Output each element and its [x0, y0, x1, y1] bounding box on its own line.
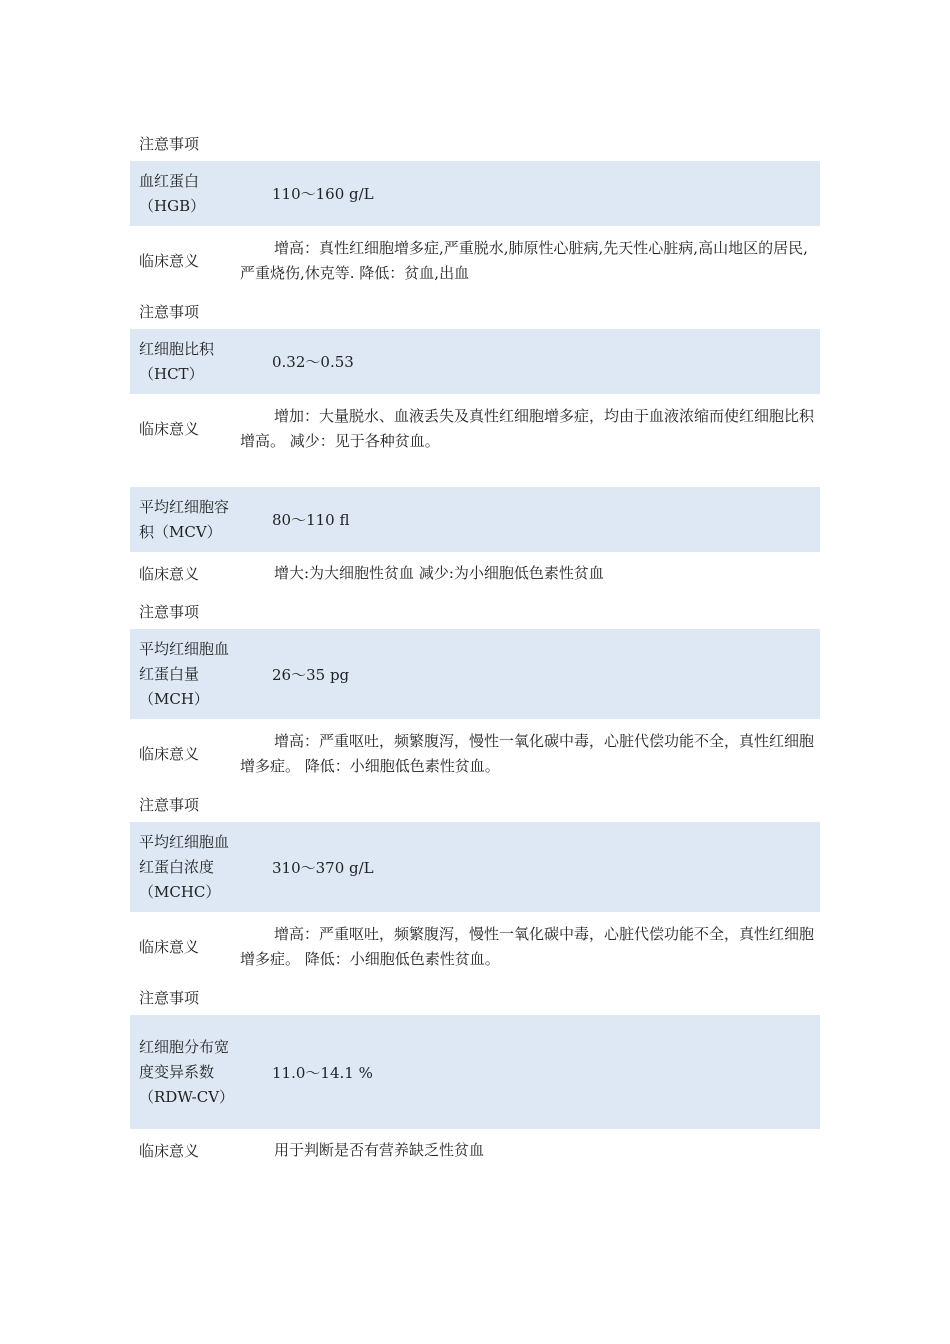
- reference-range: 11.0～14.1 %: [272, 1063, 373, 1082]
- clinical-text: 增高：严重呕吐，频繁腹泻，慢性一氧化碳中毒，心脏代偿功能不全，真性红细胞增多症。 降低：小细胞低色素性贫血。: [240, 731, 815, 775]
- document-content: [130, 0, 820, 1172]
- clinical-text: 用于判断是否有营养缺乏性贫血: [274, 1141, 485, 1159]
- parameter-row-rdw-cv: [130, 1015, 820, 1129]
- clinical-text: 增高：真性红细胞增多症,严重脱水,肺原性心脏病,先天性心脏病,高山地区的居民,严重烧伤,休克等. 降低：贫血,出血: [240, 238, 808, 282]
- reference-range: 80～110 fl: [272, 511, 350, 529]
- reference-range: 26～35 pg: [272, 665, 350, 684]
- clinical-significance-row: [130, 719, 820, 788]
- clinical-significance-row: [130, 1129, 820, 1172]
- clinical-label: 临床意义: [139, 252, 200, 270]
- clinical-label: 临床意义: [139, 565, 200, 583]
- parameter-row-hgb: [130, 161, 820, 226]
- clinical-text: 增大:为大细胞性贫血 减少:为小细胞低色素性贫血: [274, 564, 604, 582]
- parameter-row-mch: [130, 629, 820, 719]
- reference-range: 0.32～0.53: [272, 353, 354, 371]
- clinical-significance-row: [130, 394, 820, 463]
- note-label: 注意事项: [139, 303, 200, 321]
- clinical-text: 增加：大量脱水、血液丢失及真性红细胞增多症，均由于血液浓缩而使红细胞比积增高。 减少：见于各种贫血。: [240, 406, 815, 450]
- note-label: 注意事项: [139, 796, 200, 814]
- parameter-name: 红细胞比积（HCT）: [139, 339, 215, 383]
- clinical-significance-row: [130, 552, 820, 595]
- parameter-name: 血红蛋白（HGB）: [139, 171, 206, 215]
- reference-range: 310～370 g/L: [272, 858, 374, 877]
- reference-range: 110～160 g/L: [272, 185, 374, 203]
- note-label: 注意事项: [139, 135, 200, 153]
- parameter-row-hct: [130, 329, 820, 394]
- clinical-label: 临床意义: [139, 938, 200, 956]
- note-label: 注意事项: [139, 603, 200, 621]
- clinical-label: 临床意义: [139, 745, 200, 763]
- clinical-text: 增高：严重呕吐，频繁腹泻，慢性一氧化碳中毒，心脏代偿功能不全，真性红细胞增多症。 降低：小细胞低色素性贫血。: [240, 924, 815, 968]
- parameter-name: 平均红细胞血红蛋白量（MCH）: [139, 639, 230, 708]
- parameter-name: 平均红细胞容积（MCV）: [139, 497, 230, 541]
- note-label: 注意事项: [139, 989, 200, 1007]
- parameter-row-mchc: [130, 822, 820, 912]
- parameter-row-mcv: [130, 487, 820, 552]
- clinical-significance-row: [130, 912, 820, 981]
- clinical-label: 临床意义: [139, 420, 200, 438]
- clinical-label: 临床意义: [139, 1142, 200, 1160]
- parameter-name: 平均红细胞血红蛋白浓度（MCHC）: [139, 832, 230, 901]
- clinical-significance-row: [130, 226, 820, 295]
- parameter-name: 红细胞分布宽度变异系数（RDW-CV）: [139, 1037, 235, 1106]
